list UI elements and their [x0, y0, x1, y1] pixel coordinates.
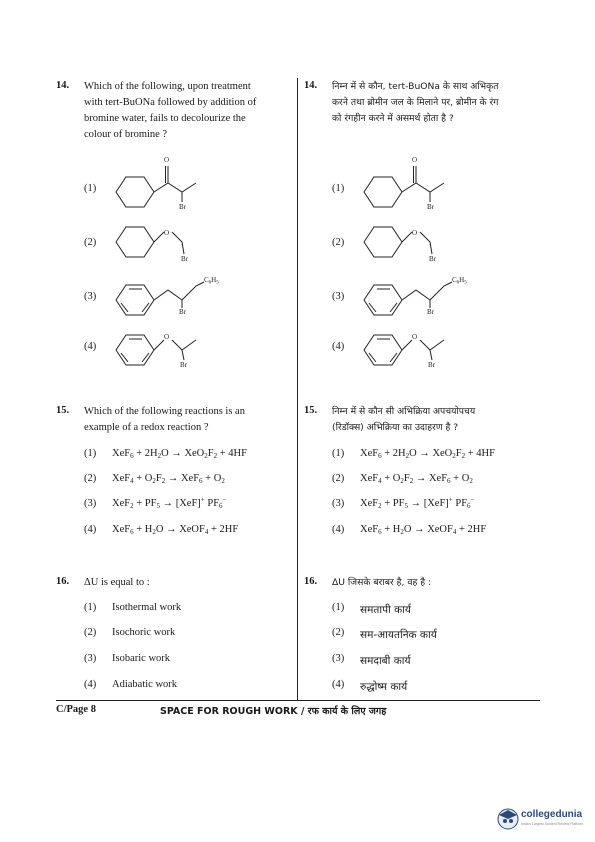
atom-br: Br — [427, 308, 434, 316]
q15-opt4-label-hi[interactable]: (4) — [332, 524, 345, 535]
atom-br: Br — [179, 203, 186, 211]
q15-opt3-label-en[interactable]: (3) — [84, 498, 97, 509]
q14-opt4-label-en[interactable]: (4) — [84, 341, 97, 352]
q14-opt2-structure-en — [112, 218, 202, 268]
q16-opt2-label-en[interactable]: (2) — [84, 627, 97, 638]
q16-opt4-text-hi: रुद्धोष्म कार्य — [360, 681, 408, 693]
q15-opt4-equation-en: $XeF_6 + H_2O$ → XeOF$_4$ + 2HF — [112, 524, 239, 536]
q16-opt1-text-hi: समतापी कार्य — [360, 604, 411, 616]
q14-opt4-structure-en — [112, 322, 212, 372]
q16-opt4-label-en[interactable]: (4) — [84, 679, 97, 690]
q15-opt1-equation-hi: $XeF_6 + 2H_2O \to XeO_2F_2 + 4HF$ — [360, 448, 495, 460]
q16-opt2-label-hi[interactable]: (2) — [332, 627, 345, 638]
q14-opt4-label-hi[interactable]: (4) — [332, 341, 345, 352]
q14-text-en: Which of the following, upon treatment with tert-BuONa followed by addition of bromine water, fails to decolourize the colour of bromine ? — [84, 81, 257, 140]
q15-opt3-label-hi[interactable]: (3) — [332, 498, 345, 509]
q15-number-en: 15. — [56, 405, 70, 416]
q14-opt1-structure-hi — [360, 152, 450, 214]
atom-br: Br — [179, 308, 186, 316]
q15-opt1-equation-en: $XeF_6 + 2H_2O \to XeO_2F_2 + 4HF$ — [112, 448, 247, 460]
q14-opt3-structure-hi — [360, 272, 480, 322]
q16-opt1-label-hi[interactable]: (1) — [332, 602, 345, 613]
logo-tagline: India's Largest Student Review Platform — [521, 822, 584, 826]
q15-opt2-equation-hi: $XeF_4 + O_2F_2 \to XeF_6 + O_2$ — [360, 473, 473, 485]
q15-opt2-label-hi[interactable]: (2) — [332, 473, 345, 484]
q16-opt1-label-en[interactable]: (1) — [84, 602, 97, 613]
footer-rule — [56, 700, 540, 701]
q16-opt2-text-en: Isochoric work — [112, 627, 176, 638]
atom-br: Br — [180, 361, 187, 369]
atom-c6h5: $C_6H_5$ — [452, 276, 467, 286]
rough-work-label: SPACE FOR ROUGH WORK / रफ कार्य के लिए जगह — [160, 706, 387, 717]
q15-text-hi: निम्न में से कौन सी अभिक्रिया अपचयोपचय (रिडॉक्स) अभिक्रिया का उदाहरण है ? — [332, 406, 476, 433]
logo-name: collegedunia — [521, 809, 583, 820]
atom-o: O — [164, 333, 170, 341]
q16-opt3-text-hi: समदाबी कार्य — [360, 655, 411, 667]
q14-text-hi: निम्न में से कौन, tert-BuONa के साथ अभिकृत करने तथा ब्रोमीन जल के मिलाने पर, ब्रोमीन के रंग को रंगहीन करने में असमर्थ होता है ? — [332, 81, 499, 124]
q14-number-en: 14. — [56, 80, 70, 91]
q15-opt3-equation-en: $XeF_2 + PF_5 \to [XeF]^+$ $PF_6^-$ — [112, 495, 227, 510]
q16-opt3-label-hi[interactable]: (3) — [332, 653, 345, 664]
q14-opt1-label-en[interactable]: (1) — [84, 183, 97, 194]
column-divider — [297, 78, 298, 700]
atom-o: O — [412, 333, 418, 341]
q14-opt1-label-hi[interactable]: (1) — [332, 183, 345, 194]
q16-opt4-label-hi[interactable]: (4) — [332, 679, 345, 690]
atom-br: Br — [428, 361, 435, 369]
q14-opt2-label-hi[interactable]: (2) — [332, 237, 345, 248]
q14-opt1-structure-en — [112, 152, 202, 214]
q16-text-en: ΔU is equal to : — [84, 577, 150, 588]
atom-c6h5: $C_6H_5$ — [204, 276, 219, 286]
q16-number-en: 16. — [56, 576, 70, 587]
q15-opt1-label-hi[interactable]: (1) — [332, 448, 345, 459]
q15-text-en: Which of the following reactions is an example of a redox reaction ? — [84, 406, 245, 433]
q15-opt4-label-en[interactable]: (4) — [84, 524, 97, 535]
q14-opt3-label-en[interactable]: (3) — [84, 291, 97, 302]
q14-opt3-label-hi[interactable]: (3) — [332, 291, 345, 302]
q16-number-hi: 16. — [304, 576, 318, 587]
q14-opt3-structure-en — [112, 272, 232, 322]
q15-number-hi: 15. — [304, 405, 318, 416]
q16-opt1-text-en: Isothermal work — [112, 602, 182, 613]
q16-opt3-text-en: Isobaric work — [112, 653, 171, 664]
q15-opt2-label-en[interactable]: (2) — [84, 473, 97, 484]
atom-br: Br — [181, 255, 188, 263]
atom-o: O — [164, 229, 170, 237]
atom-br: Br — [427, 203, 434, 211]
atom-o: O — [164, 156, 170, 164]
q15-opt2-equation-en: $XeF_4 + O_2F_2 \to XeF_6 + O_2$ — [112, 473, 225, 485]
collegedunia-logo-icon — [496, 806, 520, 832]
atom-br: Br — [429, 255, 436, 263]
q14-opt4-structure-hi — [360, 322, 460, 372]
q16-opt3-label-en[interactable]: (3) — [84, 653, 97, 664]
q14-opt2-label-en[interactable]: (2) — [84, 237, 97, 248]
page-number: C/Page 8 — [56, 704, 96, 715]
q14-opt2-structure-hi — [360, 218, 450, 268]
q14-number-hi: 14. — [304, 80, 318, 91]
q15-opt4-equation-hi: $XeF_6 + H_2O$ → XeOF$_4$ + 2HF — [360, 524, 487, 536]
q16-text-hi: ΔU जिसके बराबर है, वह है : — [332, 577, 432, 588]
q15-opt1-label-en[interactable]: (1) — [84, 448, 97, 459]
q16-opt2-text-hi: सम-आयतनिक कार्य — [360, 629, 437, 641]
atom-o: O — [412, 229, 418, 237]
q15-opt3-equation-hi: $XeF_2 + PF_5 \to [XeF]^+$ $PF_6^-$ — [360, 495, 475, 510]
atom-o: O — [412, 156, 418, 164]
q16-opt4-text-en: Adiabatic work — [112, 679, 178, 690]
